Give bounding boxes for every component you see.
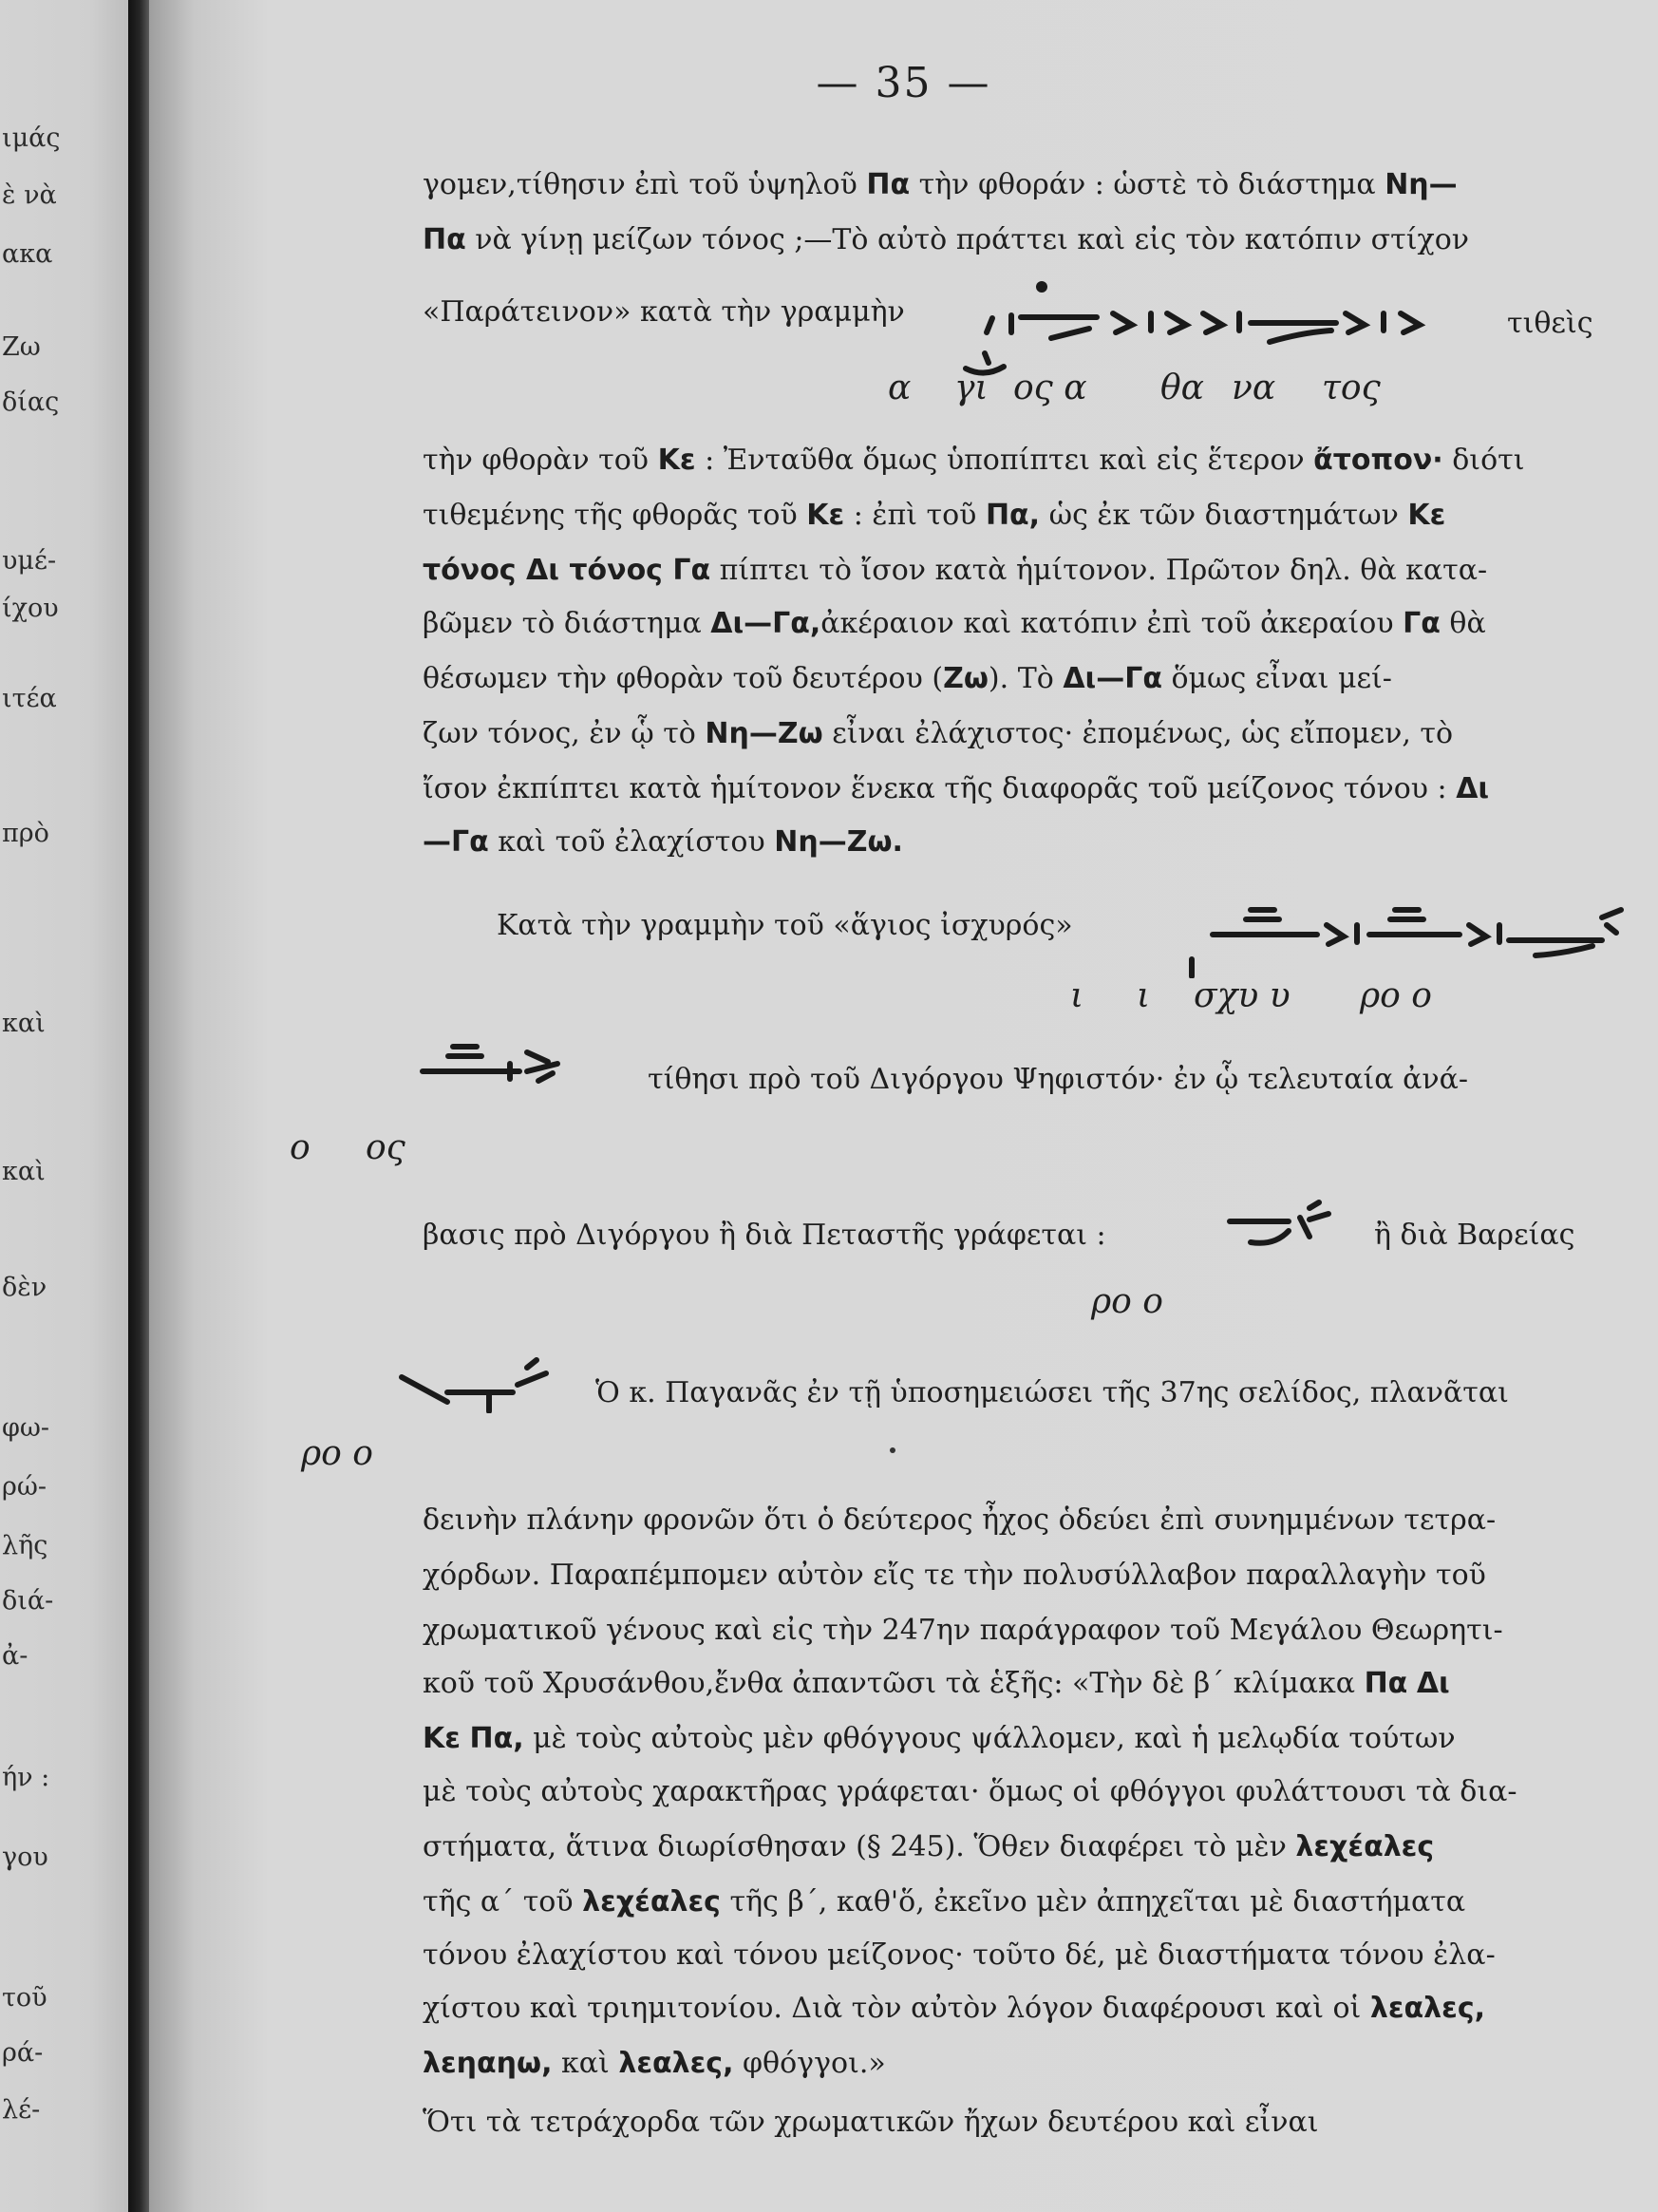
neume-notation-5 [394,1356,575,1413]
facing-page-fragment [0,0,128,2212]
lyric-syllable: ρο ο [301,1434,373,1473]
book-binding [128,0,149,2212]
text-line: τιθεὶς [1507,307,1593,340]
text-line [423,446,1524,475]
note-name: Πα, [985,499,1041,532]
note-name: Δι—Γα [1063,662,1162,695]
lyric-syllable: ρο ο [1360,976,1432,1015]
ink-dot [890,1447,895,1453]
text-line [423,1561,1486,1590]
note-name: —Γα [423,825,489,859]
text-segment: δεινὴν πλάνην φρονῶν ὅτι ὁ δεύτερος ἦχος ὁδεύει ἐπὶ συνημμένων τετρα- [423,1503,1497,1537]
text-line [423,772,1490,805]
text-line [423,501,1445,530]
note-name: Δι—Γα, [710,607,821,640]
neume-notation-2 [1175,893,1630,978]
text-line [423,607,1486,640]
text-line [423,662,1392,695]
neume-notation-4 [1222,1199,1355,1256]
text-segment: ὡστὲ τὸ διάστημα [1113,168,1385,201]
text-segment: φθόγγοι.» [733,2047,886,2080]
text-segment: τῆς β΄, καθ'ὅ, ἐκεῖνο μὲν ἀπηχεῖται μὲ διαστήματα [720,1885,1466,1919]
text-segment: ). Τὸ [988,662,1064,695]
note-name: λεηαηω, [423,2047,553,2080]
text-segment: ὅμως εἶναι μεί- [1161,662,1392,695]
facing-page-text: ἀ- [2,1641,28,1671]
text-segment: καὶ [552,2047,619,2080]
text-line [423,1667,1450,1700]
text-segment: ἀκέραιον καὶ κατόπιν ἐπὶ τοῦ ἀκεραίου [820,607,1404,640]
note-name: Πα, [469,1722,524,1755]
note-name: Δι [1416,1667,1450,1700]
text-line: τίθησι πρὸ τοῦ Διγόργου Ψηφιστόν· ἐν ᾧ τελευταία ἀνά- [648,1063,1468,1096]
text-segment: Ὅτι τὰ τετράχορδα τῶν χρωματικῶν ἤχων δευτέρου καὶ εἶναι [423,2106,1319,2139]
note-name: λεχέαλες [1295,1830,1435,1863]
facing-page-text: λῆς [2,1531,48,1560]
text-line: ἢ διὰ Βαρείας [1374,1219,1575,1252]
text-segment: θέσωμεν τὴν φθορὰν τοῦ δευτέρου ( [423,662,944,695]
lyric-syllable: ος [366,1128,405,1167]
text-line [423,1938,1496,1972]
text-line [423,2108,1319,2137]
text-line: Κατὰ τὴν γραμμὴν τοῦ «ἅγιος ἰσχυρός» [497,909,1073,942]
note-name: ἄτοπον· [1313,444,1443,477]
text-segment: στήματα, ἅτινα διωρίσθησαν (§ 245). Ὅθεν διαφέρει τὸ μὲν [423,1830,1296,1863]
facing-page-text: πρὸ [2,819,49,848]
text-segment: τιθεμένης τῆς φθορᾶς τοῦ [423,499,807,532]
note-name: Κε [423,1722,461,1755]
facing-page-text: ιμάς [2,123,61,153]
facing-page-text: ήν : [2,1763,50,1792]
facing-page-text: ρώ- [2,1472,47,1502]
lyric-syllable: θα [1160,369,1204,407]
text-segment: τὴν φθορὰν τοῦ [423,444,658,477]
text-segment: μὲ τοὺς αὐτοὺς χαρακτῆρας γράφεται· ὅμως οἱ φθόγγοι φυλάττουσι τὰ δια- [423,1775,1517,1808]
text-segment: μὲ τοὺς αὐτοὺς μὲν φθόγγους ψάλλομεν, καὶ ἡ μελῳδία τούτων [523,1722,1456,1755]
lyric-syllable: ος α [1013,369,1087,407]
note-name: λεχέαλες [582,1885,721,1919]
text-segment: καὶ τοῦ ἐλαχίστου [488,825,775,859]
note-name: λεαλες, [1369,1992,1486,2025]
facing-page-text: καὶ [2,1009,46,1038]
lyric-syllable: ι [1070,976,1084,1015]
text-line [423,1616,1503,1645]
text-segment: τόνου ἐλαχίστου καὶ τόνου μείζονος· τοῦτο δέ, μὲ διαστήματα τόνου ἐλα- [423,1938,1496,1972]
text-segment: νὰ γίνῃ μείζων τόνος ;—Τὸ αὐτὸ πράττει καὶ εἰς τὸν κατόπιν στίχον [465,223,1469,256]
text-segment [1407,1667,1417,1700]
note-name: Κε [806,499,845,532]
text-segment: : ἐπὶ τοῦ [844,499,986,532]
note-name: Πα [423,223,466,256]
facing-page-text: λέ- [2,2095,41,2125]
lyric-syllable: γι [954,369,989,407]
text-segment: ὡς ἐκ τῶν διαστημάτων [1040,499,1408,532]
lyric-syllable: ο [290,1128,311,1167]
lyric-syllable: ρο ο [1091,1282,1163,1321]
facing-page-text: Ζω [2,332,41,362]
facing-page-text: διά- [2,1586,54,1616]
facing-page-text: ὲ νὰ [2,180,57,210]
note-name: λεαλες, [618,2047,734,2080]
facing-page-text: φω- [2,1413,50,1443]
lyric-syllable: να [1232,369,1276,407]
text-segment: τῆς α΄ τοῦ [423,1885,583,1919]
text-segment: ζων τόνος, ἐν ᾧ τὸ [423,717,706,750]
text-line: Ὁ κ. Παγανᾶς ἐν τῇ ὑποσημειώσει τῆς 37ης σελίδος, πλανᾶται [595,1376,1509,1409]
text-line [423,168,1458,201]
text-line [423,1775,1517,1808]
text-segment: εἶναι ἐλάχιστος· ἐπομένως, ὡς εἴπομεν, τὸ [822,717,1454,750]
text-segment: διότι [1442,444,1525,477]
note-name: Πα [866,168,911,201]
facing-page-text: καὶ [2,1157,46,1186]
text-segment [461,1722,470,1755]
note-name: Νη—Ζω [705,717,823,750]
text-segment: πίπτει τὸ ἴσον κατὰ ἡμίτονον. Πρῶτον δηλ. θὰ κατα- [710,554,1488,587]
note-name: Κε [657,444,696,477]
text-segment: ἴσον ἐκπίπτει κατὰ ἡμίτονον ἕνεκα τῆς διαφορᾶς τοῦ μείζονος τόνου : [423,772,1457,805]
text-segment: βῶμεν τὸ διάστημα [423,607,711,640]
lyric-syllable: α [888,369,912,407]
note-name: Δι [1456,772,1490,805]
text-line: βασις πρὸ Διγόργου ἢ διὰ Πεταστῆς γράφεται : [423,1219,1106,1252]
text-line [423,1830,1435,1863]
text-segment: χρωματικοῦ γένους καὶ εἰς τὴν 247ην παράγραφον τοῦ Μεγάλου Θεωρητι- [423,1614,1503,1647]
page [149,0,1658,2212]
text-line [423,825,903,859]
note-name: Πα [1364,1667,1408,1700]
facing-page-text: ιτέα [2,684,57,713]
text-segment: θὰ [1440,607,1486,640]
facing-page-text: ακα [2,239,53,269]
text-line [423,1722,1456,1755]
text-line [423,1503,1497,1537]
facing-page-text: υμέ- [2,546,57,576]
neume-notation-3 [415,1035,576,1102]
note-name: Ζω [943,662,989,695]
lyric-syllable: τος [1322,369,1381,407]
text-line [423,717,1454,750]
facing-page-text: δὲν [2,1273,47,1302]
text-line [423,223,1469,256]
facing-page-text: δίας [2,388,60,417]
note-name: Κε [1407,499,1446,532]
facing-page-text: ρά- [2,2038,44,2068]
text-segment: χόρδων. Παραπέμπομεν αὐτὸν εἴς τε τὴν πολυσύλλαβον παραλλαγὴν τοῦ [423,1559,1486,1592]
facing-page-text: ίχου [2,594,59,623]
text-line [423,1992,1486,2025]
lyric-syllable: ι [1137,976,1151,1015]
neume-notation-1 [947,275,1517,380]
text-segment: τὴν φθοράν : [910,168,1114,201]
text-line [423,1885,1466,1919]
text-segment: χίστου καὶ τριημιτονίου. Διὰ τὸν αὐτὸν λόγον διαφέρουσι καὶ οἱ [423,1992,1370,2025]
note-name: Νη—Ζω. [774,825,903,859]
text-line: «Παράτεινον» κατὰ τὴν γραμμὴν [423,295,905,329]
text-line [423,2047,886,2080]
lyric-syllable: σχυ υ [1194,976,1291,1015]
text-segment: κοῦ τοῦ Χρυσάνθου,ἔνθα ἀπαντῶσι τὰ ἑξῆς: «Τὴν δὲ β΄ κλίμακα [423,1667,1365,1700]
facing-page-text: γου [2,1843,48,1872]
page-number: — 35 — [816,59,991,107]
text-segment: : Ἐνταῦθα ὅμως ὑποπίπτει καὶ εἰς ἕτερον [695,444,1314,477]
facing-page-text: τοῦ [2,1983,47,2013]
text-segment: γομεν,τίθησιν ἐπὶ τοῦ ὑψηλοῦ [423,168,867,201]
text-line [423,554,1488,587]
note-name: τόνος Δι τόνος Γα [423,554,711,587]
note-name: Γα [1403,607,1441,640]
note-name: Νη— [1385,168,1458,201]
